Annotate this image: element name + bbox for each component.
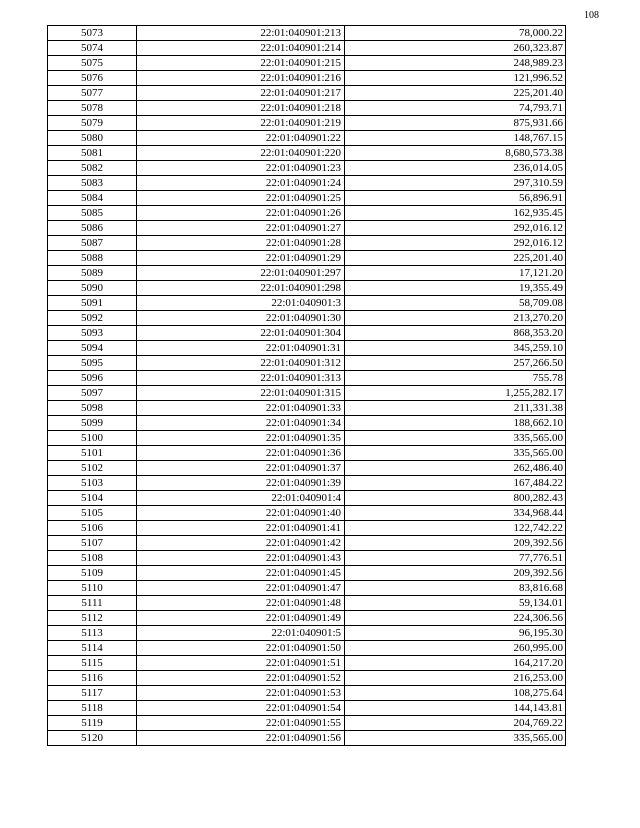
row-number-cell: 5096: [48, 371, 137, 386]
table-row: [48, 701, 566, 716]
value-cell: 335,565.00: [345, 446, 566, 461]
table-row: [48, 131, 566, 146]
table-row: [48, 596, 566, 611]
row-number-cell: 5112: [48, 611, 137, 626]
table-row: [48, 161, 566, 176]
row-number-cell: 5109: [48, 566, 137, 581]
table-row: [48, 581, 566, 596]
value-cell: 224,306.56: [345, 611, 566, 626]
value-cell: 755.78: [345, 371, 566, 386]
table-row: [48, 26, 566, 41]
value-cell: 164,217.20: [345, 656, 566, 671]
value-cell: 257,266.50: [345, 356, 566, 371]
table-row: [48, 71, 566, 86]
table-row: [48, 326, 566, 341]
row-number-cell: 5095: [48, 356, 137, 371]
table-row: [48, 236, 566, 251]
table-row: [48, 221, 566, 236]
cadastral-number-cell: 22:01:040901:56: [137, 731, 345, 746]
cadastral-number-cell: 22:01:040901:30: [137, 311, 345, 326]
cadastral-number-cell: 22:01:040901:48: [137, 596, 345, 611]
row-number-cell: 5104: [48, 491, 137, 506]
value-cell: 868,353.20: [345, 326, 566, 341]
table-row: [48, 101, 566, 116]
row-number-cell: 5099: [48, 416, 137, 431]
table-row: [48, 401, 566, 416]
row-number-cell: 5116: [48, 671, 137, 686]
value-cell: 162,935.45: [345, 206, 566, 221]
cadastral-number-cell: 22:01:040901:24: [137, 176, 345, 191]
cadastral-number-cell: 22:01:040901:52: [137, 671, 345, 686]
row-number-cell: 5119: [48, 716, 137, 731]
row-number-cell: 5105: [48, 506, 137, 521]
value-cell: 77,776.51: [345, 551, 566, 566]
table-row: [48, 731, 566, 746]
cadastral-number-cell: 22:01:040901:304: [137, 326, 345, 341]
cadastral-number-cell: 22:01:040901:312: [137, 356, 345, 371]
row-number-cell: 5118: [48, 701, 137, 716]
cadastral-number-cell: 22:01:040901:213: [137, 26, 345, 41]
row-number-cell: 5102: [48, 461, 137, 476]
value-cell: 204,769.22: [345, 716, 566, 731]
value-cell: 335,565.00: [345, 731, 566, 746]
cadastral-number-cell: 22:01:040901:53: [137, 686, 345, 701]
row-number-cell: 5076: [48, 71, 137, 86]
value-cell: 74,793.71: [345, 101, 566, 116]
value-cell: 216,253.00: [345, 671, 566, 686]
value-cell: 121,996.52: [345, 71, 566, 86]
row-number-cell: 5083: [48, 176, 137, 191]
table-row: [48, 176, 566, 191]
cadastral-number-cell: 22:01:040901:51: [137, 656, 345, 671]
cadastral-number-cell: 22:01:040901:25: [137, 191, 345, 206]
value-cell: 345,259.10: [345, 341, 566, 356]
cadastral-number-cell: 22:01:040901:54: [137, 701, 345, 716]
cadastral-number-cell: 22:01:040901:47: [137, 581, 345, 596]
value-cell: 292,016.12: [345, 236, 566, 251]
registry-table-body: [48, 26, 566, 746]
value-cell: 209,392.56: [345, 536, 566, 551]
table-row: [48, 41, 566, 56]
table-row: [48, 716, 566, 731]
row-number-cell: 5107: [48, 536, 137, 551]
row-number-cell: 5117: [48, 686, 137, 701]
value-cell: 213,270.20: [345, 311, 566, 326]
value-cell: 56,896.91: [345, 191, 566, 206]
row-number-cell: 5101: [48, 446, 137, 461]
cadastral-number-cell: 22:01:040901:214: [137, 41, 345, 56]
table-row: [48, 296, 566, 311]
cadastral-number-cell: 22:01:040901:40: [137, 506, 345, 521]
table-row: [48, 611, 566, 626]
row-number-cell: 5115: [48, 656, 137, 671]
row-number-cell: 5080: [48, 131, 137, 146]
cadastral-number-cell: 22:01:040901:41: [137, 521, 345, 536]
table-row: [48, 656, 566, 671]
cadastral-number-cell: 22:01:040901:315: [137, 386, 345, 401]
table-row: [48, 491, 566, 506]
row-number-cell: 5106: [48, 521, 137, 536]
registry-table: [47, 25, 566, 746]
cadastral-number-cell: 22:01:040901:217: [137, 86, 345, 101]
cadastral-number-cell: 22:01:040901:45: [137, 566, 345, 581]
cadastral-number-cell: 22:01:040901:55: [137, 716, 345, 731]
table-row: [48, 476, 566, 491]
table-row: [48, 506, 566, 521]
cadastral-number-cell: 22:01:040901:37: [137, 461, 345, 476]
cadastral-number-cell: 22:01:040901:34: [137, 416, 345, 431]
page-number: 108: [584, 10, 599, 21]
row-number-cell: 5093: [48, 326, 137, 341]
value-cell: 108,275.64: [345, 686, 566, 701]
table-row: [48, 551, 566, 566]
value-cell: 209,392.56: [345, 566, 566, 581]
table-row: [48, 251, 566, 266]
table-row: [48, 266, 566, 281]
table-row: [48, 521, 566, 536]
cadastral-number-cell: 22:01:040901:33: [137, 401, 345, 416]
table-row: [48, 416, 566, 431]
value-cell: 122,742.22: [345, 521, 566, 536]
row-number-cell: 5111: [48, 596, 137, 611]
value-cell: 8,680,573.38: [345, 146, 566, 161]
row-number-cell: 5110: [48, 581, 137, 596]
table-row: [48, 626, 566, 641]
value-cell: 78,000.22: [345, 26, 566, 41]
row-number-cell: 5091: [48, 296, 137, 311]
row-number-cell: 5074: [48, 41, 137, 56]
cadastral-number-cell: 22:01:040901:3: [137, 296, 345, 311]
row-number-cell: 5086: [48, 221, 137, 236]
table-row: [48, 56, 566, 71]
row-number-cell: 5089: [48, 266, 137, 281]
row-number-cell: 5108: [48, 551, 137, 566]
value-cell: 83,816.68: [345, 581, 566, 596]
table-row: [48, 686, 566, 701]
cadastral-number-cell: 22:01:040901:215: [137, 56, 345, 71]
cadastral-number-cell: 22:01:040901:219: [137, 116, 345, 131]
value-cell: 292,016.12: [345, 221, 566, 236]
cadastral-number-cell: 22:01:040901:5: [137, 626, 345, 641]
cadastral-number-cell: 22:01:040901:220: [137, 146, 345, 161]
cadastral-number-cell: 22:01:040901:23: [137, 161, 345, 176]
cadastral-number-cell: 22:01:040901:298: [137, 281, 345, 296]
cadastral-number-cell: 22:01:040901:35: [137, 431, 345, 446]
table-row: [48, 116, 566, 131]
row-number-cell: 5103: [48, 476, 137, 491]
value-cell: 800,282.43: [345, 491, 566, 506]
value-cell: 58,709.08: [345, 296, 566, 311]
value-cell: 334,968.44: [345, 506, 566, 521]
table-row: [48, 191, 566, 206]
value-cell: 188,662.10: [345, 416, 566, 431]
cadastral-number-cell: 22:01:040901:49: [137, 611, 345, 626]
table-row: [48, 206, 566, 221]
table-row: [48, 281, 566, 296]
value-cell: 144,143.81: [345, 701, 566, 716]
value-cell: 260,995.00: [345, 641, 566, 656]
row-number-cell: 5094: [48, 341, 137, 356]
cadastral-number-cell: 22:01:040901:218: [137, 101, 345, 116]
row-number-cell: 5075: [48, 56, 137, 71]
cadastral-number-cell: 22:01:040901:216: [137, 71, 345, 86]
row-number-cell: 5082: [48, 161, 137, 176]
table-row: [48, 431, 566, 446]
row-number-cell: 5084: [48, 191, 137, 206]
cadastral-number-cell: 22:01:040901:28: [137, 236, 345, 251]
value-cell: 236,014.05: [345, 161, 566, 176]
value-cell: 262,486.40: [345, 461, 566, 476]
row-number-cell: 5100: [48, 431, 137, 446]
table-row: [48, 341, 566, 356]
value-cell: 225,201.40: [345, 251, 566, 266]
row-number-cell: 5078: [48, 101, 137, 116]
cadastral-number-cell: 22:01:040901:26: [137, 206, 345, 221]
row-number-cell: 5097: [48, 386, 137, 401]
table-row: [48, 671, 566, 686]
row-number-cell: 5077: [48, 86, 137, 101]
cadastral-number-cell: 22:01:040901:297: [137, 266, 345, 281]
value-cell: 335,565.00: [345, 431, 566, 446]
table-row: [48, 311, 566, 326]
row-number-cell: 5092: [48, 311, 137, 326]
cadastral-number-cell: 22:01:040901:4: [137, 491, 345, 506]
table-row: [48, 461, 566, 476]
row-number-cell: 5098: [48, 401, 137, 416]
value-cell: 96,195.30: [345, 626, 566, 641]
cadastral-number-cell: 22:01:040901:27: [137, 221, 345, 236]
value-cell: 167,484.22: [345, 476, 566, 491]
value-cell: 297,310.59: [345, 176, 566, 191]
value-cell: 148,767.15: [345, 131, 566, 146]
table-row: [48, 566, 566, 581]
row-number-cell: 5087: [48, 236, 137, 251]
value-cell: 19,355.49: [345, 281, 566, 296]
value-cell: 59,134.01: [345, 596, 566, 611]
cadastral-number-cell: 22:01:040901:313: [137, 371, 345, 386]
table-row: [48, 146, 566, 161]
row-number-cell: 5090: [48, 281, 137, 296]
table-row: [48, 446, 566, 461]
cadastral-number-cell: 22:01:040901:39: [137, 476, 345, 491]
table-row: [48, 86, 566, 101]
value-cell: 225,201.40: [345, 86, 566, 101]
cadastral-number-cell: 22:01:040901:29: [137, 251, 345, 266]
value-cell: 875,931.66: [345, 116, 566, 131]
value-cell: 260,323.87: [345, 41, 566, 56]
row-number-cell: 5113: [48, 626, 137, 641]
cadastral-number-cell: 22:01:040901:36: [137, 446, 345, 461]
value-cell: 17,121.20: [345, 266, 566, 281]
table-row: [48, 536, 566, 551]
cadastral-number-cell: 22:01:040901:42: [137, 536, 345, 551]
row-number-cell: 5120: [48, 731, 137, 746]
cadastral-number-cell: 22:01:040901:50: [137, 641, 345, 656]
table-row: [48, 371, 566, 386]
table-row: [48, 641, 566, 656]
value-cell: 248,989.23: [345, 56, 566, 71]
value-cell: 1,255,282.17: [345, 386, 566, 401]
table-row: [48, 356, 566, 371]
cadastral-number-cell: 22:01:040901:31: [137, 341, 345, 356]
row-number-cell: 5085: [48, 206, 137, 221]
row-number-cell: 5079: [48, 116, 137, 131]
row-number-cell: 5081: [48, 146, 137, 161]
table-row: [48, 386, 566, 401]
cadastral-number-cell: 22:01:040901:43: [137, 551, 345, 566]
row-number-cell: 5088: [48, 251, 137, 266]
value-cell: 211,331.38: [345, 401, 566, 416]
cadastral-number-cell: 22:01:040901:22: [137, 131, 345, 146]
row-number-cell: 5114: [48, 641, 137, 656]
row-number-cell: 5073: [48, 26, 137, 41]
